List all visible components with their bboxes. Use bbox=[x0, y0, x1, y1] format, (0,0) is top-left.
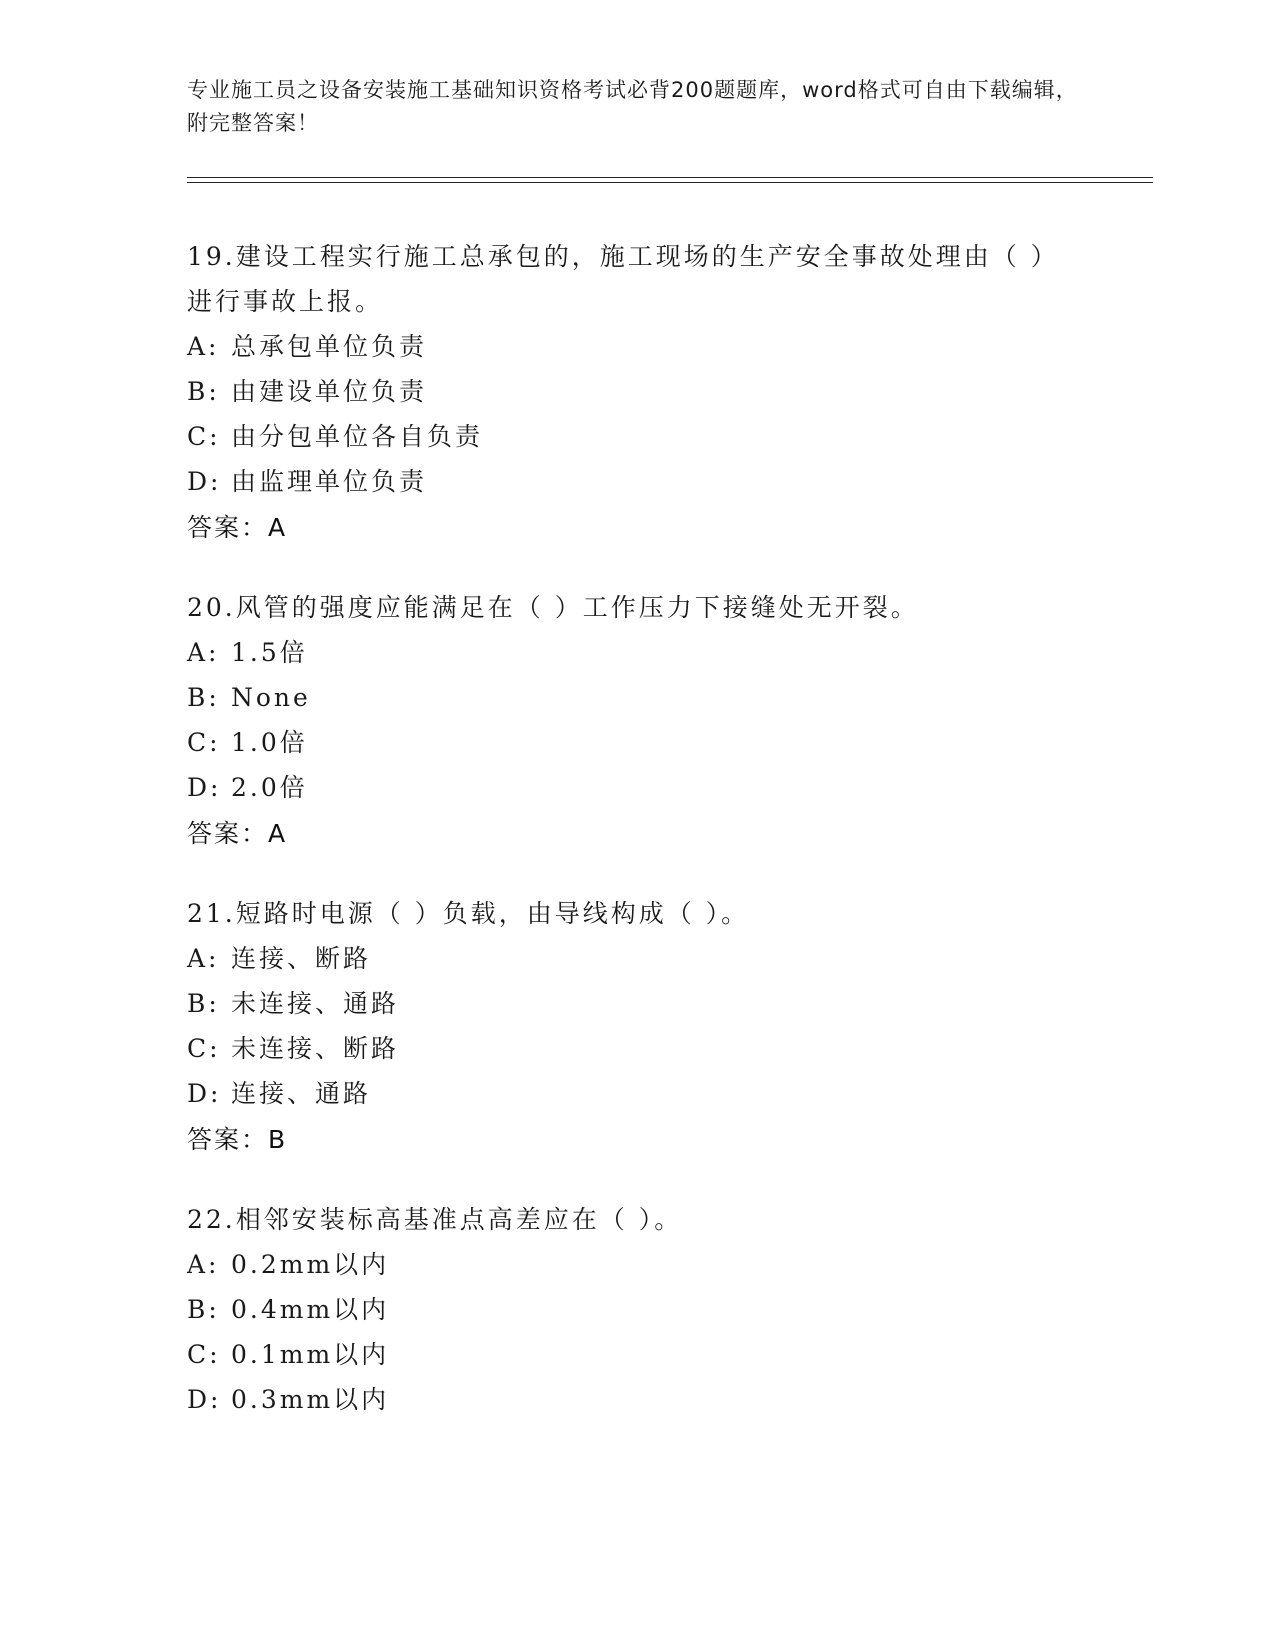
option-text: 0.2mm以内 bbox=[231, 1250, 390, 1279]
question-20 bbox=[187, 585, 1067, 857]
option-text: 未连接、断路 bbox=[231, 1034, 400, 1063]
question-list bbox=[187, 234, 1067, 1456]
option-key: D: bbox=[187, 773, 222, 802]
document-header: 专业施工员之设备安装施工基础知识资格考试必背200题题库，word格式可自由下载编辑，附完整答案！ bbox=[187, 78, 1078, 135]
option-text: 由分包单位各自负责 bbox=[231, 422, 484, 451]
option-text: 未连接、通路 bbox=[231, 989, 400, 1018]
option-text: None bbox=[231, 683, 311, 712]
answer-line: 答案：A bbox=[187, 513, 288, 542]
option-d bbox=[187, 459, 1067, 504]
option-key: B: bbox=[187, 683, 220, 712]
question-21 bbox=[187, 891, 1067, 1163]
option-key: D: bbox=[187, 1079, 222, 1108]
option-a bbox=[187, 324, 1067, 369]
option-key: B: bbox=[187, 989, 220, 1018]
option-text: 连接、通路 bbox=[231, 1079, 372, 1108]
option-text: 0.3mm以内 bbox=[231, 1385, 390, 1414]
option-key: A: bbox=[187, 638, 220, 667]
option-key: A: bbox=[187, 332, 220, 361]
option-text: 0.1mm以内 bbox=[231, 1340, 390, 1369]
option-b bbox=[187, 1287, 1067, 1332]
option-key: D: bbox=[187, 1385, 222, 1414]
question-text: 22.相邻安装标高基准点高差应在（ ）。 bbox=[187, 1205, 683, 1234]
question-text: 21.短路时电源（ ）负载，由导线构成（ ）。 bbox=[187, 899, 750, 928]
question-22 bbox=[187, 1197, 1067, 1422]
option-text: 由监理单位负责 bbox=[231, 467, 428, 496]
option-b bbox=[187, 675, 1067, 720]
option-text: 连接、断路 bbox=[231, 944, 372, 973]
option-d bbox=[187, 1071, 1067, 1116]
option-text: 1.5倍 bbox=[231, 638, 308, 667]
option-c bbox=[187, 720, 1067, 765]
option-c bbox=[187, 1026, 1067, 1071]
option-d bbox=[187, 1377, 1067, 1422]
option-key: D: bbox=[187, 467, 222, 496]
option-a bbox=[187, 1242, 1067, 1287]
option-text: 1.0倍 bbox=[231, 728, 308, 757]
answer-line: 答案：B bbox=[187, 1125, 288, 1154]
option-a bbox=[187, 936, 1067, 981]
option-d bbox=[187, 765, 1067, 810]
option-c bbox=[187, 1332, 1067, 1377]
option-key: B: bbox=[187, 1295, 220, 1324]
header-divider-bottom bbox=[187, 182, 1153, 183]
option-key: C: bbox=[187, 422, 221, 451]
question-text: 20.风管的强度应能满足在（ ）工作压力下接缝处无开裂。 bbox=[187, 593, 919, 622]
answer-line: 答案：A bbox=[187, 819, 288, 848]
option-text: 0.4mm以内 bbox=[231, 1295, 390, 1324]
option-b bbox=[187, 981, 1067, 1026]
option-key: C: bbox=[187, 1034, 221, 1063]
option-b bbox=[187, 369, 1067, 414]
option-key: A: bbox=[187, 944, 220, 973]
option-a bbox=[187, 630, 1067, 675]
question-19 bbox=[187, 234, 1067, 551]
header-divider-top bbox=[187, 177, 1153, 178]
option-text: 2.0倍 bbox=[231, 773, 308, 802]
option-text: 由建设单位负责 bbox=[231, 377, 428, 406]
option-key: B: bbox=[187, 377, 220, 406]
option-key: C: bbox=[187, 1340, 221, 1369]
option-text: 总承包单位负责 bbox=[231, 332, 428, 361]
option-c bbox=[187, 414, 1067, 459]
option-key: C: bbox=[187, 728, 221, 757]
question-text: 19.建设工程实行施工总承包的，施工现场的生产安全事故处理由（ ）进行事故上报。 bbox=[187, 242, 1059, 316]
option-key: A: bbox=[187, 1250, 220, 1279]
